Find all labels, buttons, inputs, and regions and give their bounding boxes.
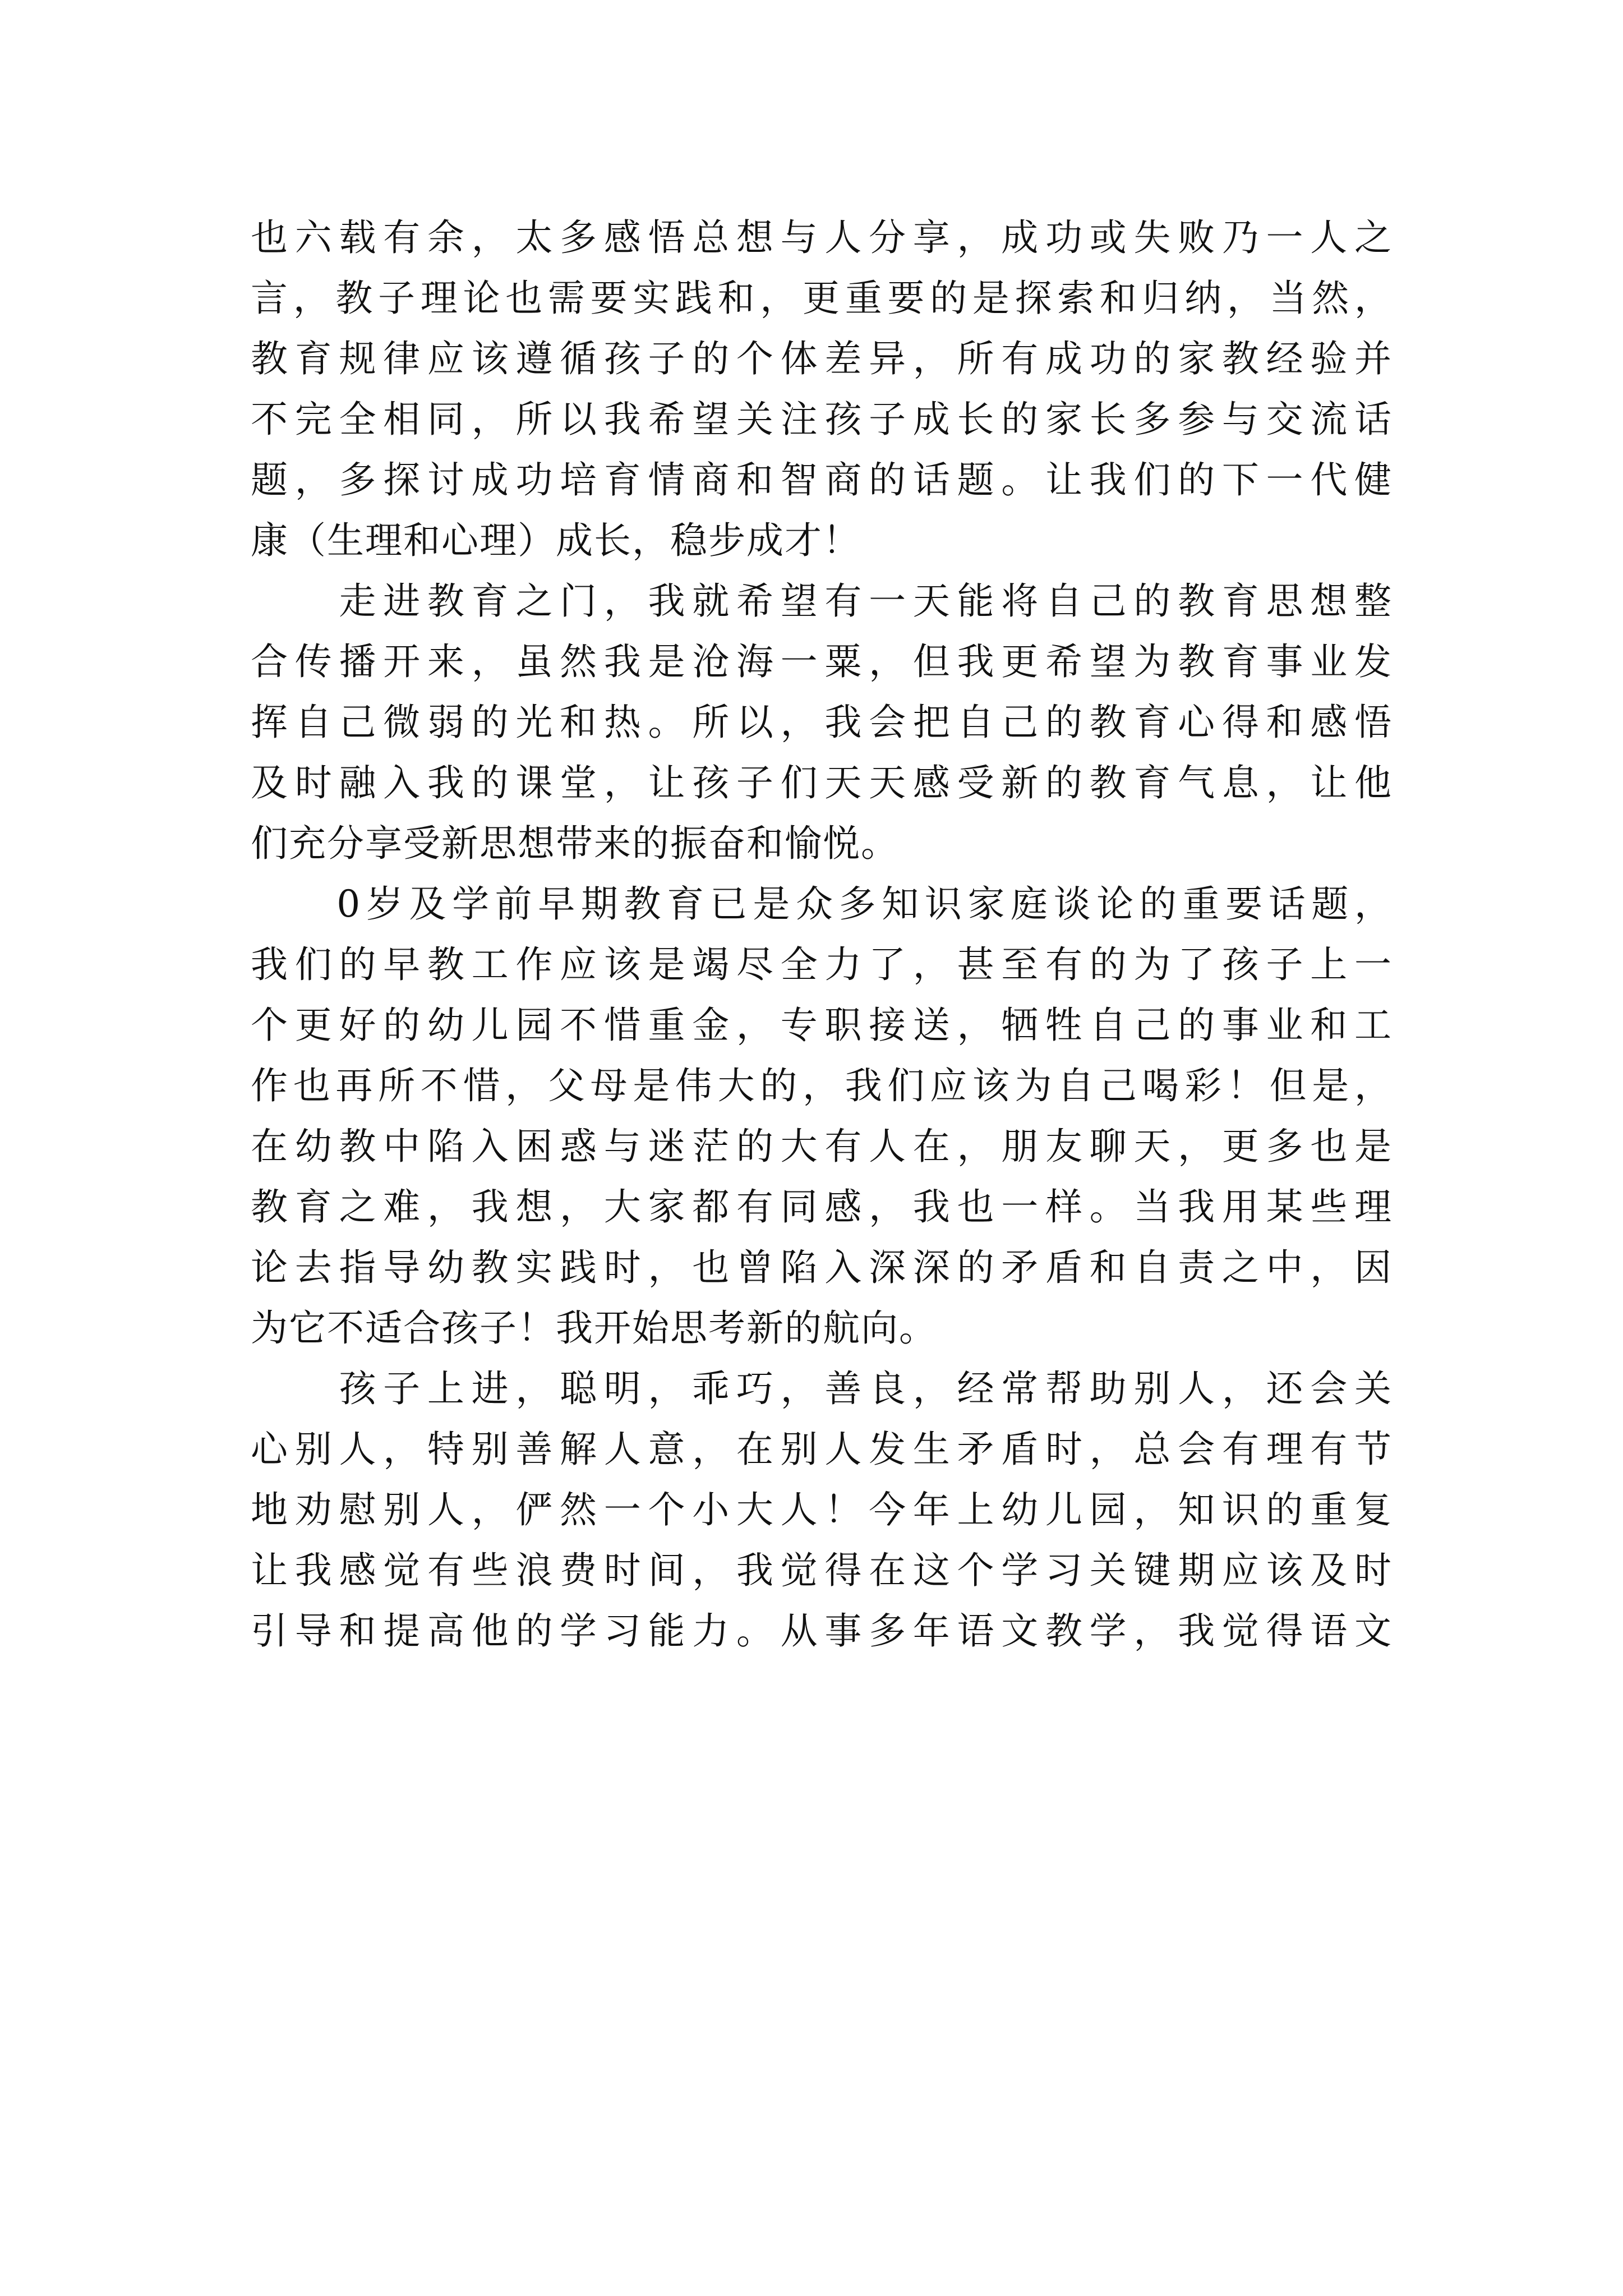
- text-line: 论去指导幼教实践时，也曾陷入深深的矛盾和自责之中，因: [251, 1246, 1393, 1289]
- paragraph-1: [251, 208, 1393, 571]
- text-line: 教育规律应该遵循孩子的个体差异，所有成功的家教经验并: [251, 337, 1393, 380]
- text-line: 合传播开来，虽然我是沧海一粟，但我更希望为教育事业发: [251, 640, 1393, 683]
- text-line: 及时融入我的课堂，让孩子们天天感受新的教育气息，让他: [251, 761, 1393, 804]
- text-line: 言，教子理论也需要实践和，更重要的是探索和归纳，当然，: [251, 277, 1393, 320]
- text-line: 0岁及学前早期教育已是众多知识家庭谈论的重要话题，: [251, 882, 1393, 926]
- text-line: 孩子上进，聪明，乖巧，善良，经常帮助别人，还会关: [251, 1367, 1393, 1410]
- text-line: 康（生理和心理）成长，稳步成才！: [251, 519, 861, 562]
- text-line: 为它不适合孩子！我开始思考新的航向。: [251, 1306, 937, 1350]
- paragraph-4: [251, 1359, 1393, 1662]
- text-line: 走进教育之门，我就希望有一天能将自己的教育思想整: [251, 579, 1393, 623]
- text-line: 我们的早教工作应该是竭尽全力了，甚至有的为了孩子上一: [251, 943, 1393, 986]
- text-line: 让我感觉有些浪费时间，我觉得在这个学习关键期应该及时: [251, 1549, 1393, 1592]
- text-line: 不完全相同，所以我希望关注孩子成长的家长多参与交流话: [251, 398, 1393, 441]
- body-text: [251, 208, 1393, 1662]
- text-line: 们充分享受新思想带来的振奋和愉悦。: [251, 822, 899, 865]
- text-line: 教育之难，我想，大家都有同感，我也一样。当我用某些理: [251, 1185, 1393, 1228]
- text-line: 作也再所不惜，父母是伟大的，我们应该为自己喝彩！但是，: [251, 1064, 1393, 1107]
- text-line: 心别人，特别善解人意，在别人发生矛盾时，总会有理有节: [251, 1428, 1393, 1471]
- text-line: 在幼教中陷入困惑与迷茫的大有人在，朋友聊天，更多也是: [251, 1125, 1393, 1168]
- text-line: 挥自己微弱的光和热。所以，我会把自己的教育心得和感悟: [251, 701, 1393, 744]
- paragraph-2: [251, 571, 1393, 874]
- text-line: 引导和提高他的学习能力。从事多年语文教学，我觉得语文: [251, 1609, 1393, 1653]
- text-line: 题，多探讨成功培育情商和智商的话题。让我们的下一代健: [251, 458, 1393, 501]
- text-line: 地劝慰别人，俨然一个小大人！今年上幼儿园，知识的重复: [251, 1488, 1393, 1531]
- text-line: 也六载有余，太多感悟总想与人分享，成功或失败乃一人之: [251, 216, 1393, 259]
- paragraph-3: [251, 874, 1393, 1359]
- text-line: 个更好的幼儿园不惜重金，专职接送，牺牲自己的事业和工: [251, 1004, 1393, 1047]
